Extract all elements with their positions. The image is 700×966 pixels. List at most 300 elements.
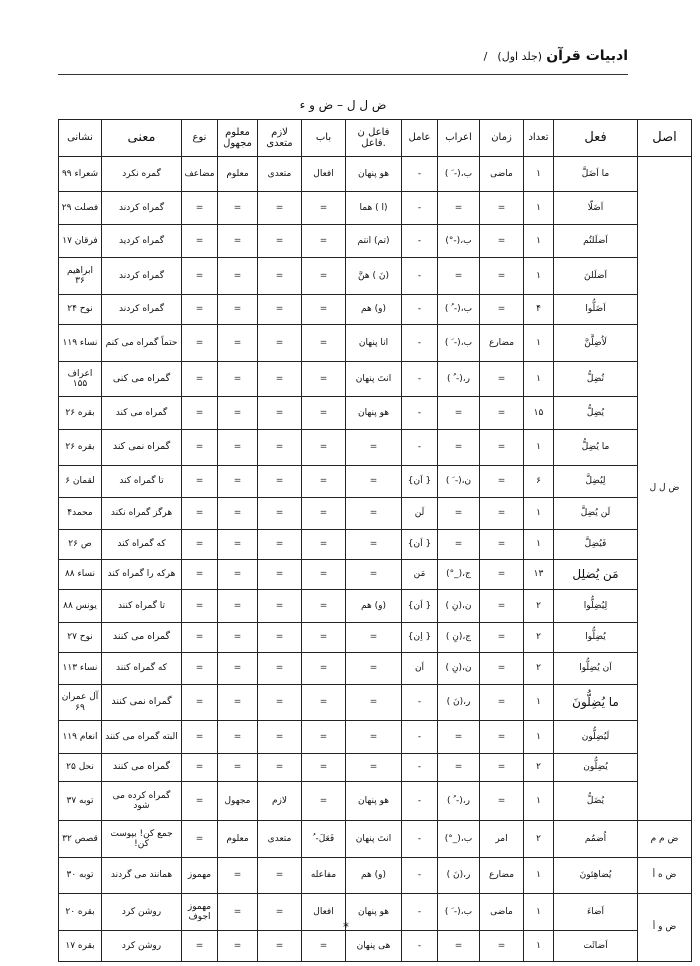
meaning-cell: تا گمراه کنند — [102, 590, 182, 623]
tense-cell: = — [480, 653, 524, 685]
count-cell: ۱ — [524, 858, 554, 894]
table-row — [59, 858, 692, 894]
tense-cell: = — [480, 931, 524, 962]
voice-cell: = — [218, 295, 258, 325]
subject-cell: هو پنهان — [346, 894, 402, 931]
table-row — [59, 623, 692, 653]
type-cell: = — [182, 623, 218, 653]
type-cell: = — [182, 295, 218, 325]
voice-cell: = — [218, 466, 258, 498]
bab-cell: = — [302, 590, 346, 623]
amil-cell: - — [402, 225, 438, 258]
transitivity-cell: = — [258, 192, 302, 225]
subject-cell: (تم) انتم — [346, 225, 402, 258]
verb-cell: اُضمُم — [554, 821, 638, 858]
tense-cell: = — [480, 560, 524, 590]
amil-cell: - — [402, 430, 438, 466]
meaning-cell: روشن کرد — [102, 931, 182, 962]
verb-cell: تُضِلُّ — [554, 362, 638, 397]
col-root-header: اصل — [638, 120, 692, 157]
reference-cell: بقره ۲۶ — [59, 430, 102, 466]
reference-cell: نوح ۲۷ — [59, 623, 102, 653]
reference-cell: لقمان ۶ — [59, 466, 102, 498]
amil-cell: - — [402, 258, 438, 295]
type-cell: = — [182, 362, 218, 397]
section-title: ض ل ل – ض و ء — [299, 98, 387, 112]
count-cell: ۱ — [524, 325, 554, 362]
table-row — [59, 754, 692, 782]
amil-cell: - — [402, 858, 438, 894]
amil-cell: { اَن} — [402, 530, 438, 560]
table-row — [59, 295, 692, 325]
table-row — [59, 931, 692, 962]
bab-cell: = — [302, 721, 346, 754]
reference-cell: یونس ۸۸ — [59, 590, 102, 623]
irab-cell: = — [438, 530, 480, 560]
root-cell: ض م م — [638, 821, 692, 858]
reference-cell: محمد۴ — [59, 498, 102, 530]
verb-cell: ما يُضِلُّونَ — [554, 685, 638, 721]
bab-cell: = — [302, 653, 346, 685]
tense-cell: = — [480, 258, 524, 295]
reference-cell: ص ۲۶ — [59, 530, 102, 560]
tense-cell: = — [480, 685, 524, 721]
amil-cell: - — [402, 685, 438, 721]
tense-cell: = — [480, 430, 524, 466]
count-cell: ۱ — [524, 157, 554, 192]
verb-table — [58, 119, 692, 962]
reference-cell: نساء ۱۱۳ — [59, 653, 102, 685]
verb-cell: يُضَلُّ — [554, 782, 638, 821]
reference-cell: قصص ۳۲ — [59, 821, 102, 858]
verb-cell: يُضاهِئونَ — [554, 858, 638, 894]
table-row — [59, 466, 692, 498]
table-header-row — [59, 120, 692, 157]
subject-cell: = — [346, 653, 402, 685]
reference-cell: بقره ۲۰ — [59, 894, 102, 931]
type-cell: = — [182, 685, 218, 721]
amil-cell: { اَن} — [402, 466, 438, 498]
type-cell: = — [182, 466, 218, 498]
bab-cell: = — [302, 225, 346, 258]
verb-cell: لَن يُضِلَّ — [554, 498, 638, 530]
meaning-cell: حتماً گمراه می کنم — [102, 325, 182, 362]
subject-cell: = — [346, 430, 402, 466]
table-body — [59, 157, 692, 962]
voice-cell: = — [218, 498, 258, 530]
reference-cell: فصلت ۲۹ — [59, 192, 102, 225]
verb-cell: اَن يُضِلُّوا — [554, 653, 638, 685]
subject-cell: هو پنهان — [346, 397, 402, 430]
table-row — [59, 498, 692, 530]
reference-cell: نساء ۱۱۹ — [59, 325, 102, 362]
irab-cell: = — [438, 397, 480, 430]
col-meaning-header: معنی — [102, 120, 182, 157]
col-subject-header: فاعل ن .فاعل — [346, 120, 402, 157]
bab-cell: افعال — [302, 157, 346, 192]
subject-cell: = — [346, 623, 402, 653]
amil-cell: - — [402, 754, 438, 782]
count-cell: ۱ — [524, 192, 554, 225]
bab-cell: = — [302, 931, 346, 962]
irab-cell: = — [438, 430, 480, 466]
count-cell: ۲ — [524, 653, 554, 685]
transitivity-cell: = — [258, 685, 302, 721]
voice-cell: = — [218, 325, 258, 362]
subject-cell: = — [346, 530, 402, 560]
voice-cell: معلوم — [218, 157, 258, 192]
subject-cell: (ا ) هما — [346, 192, 402, 225]
subject-cell: = — [346, 466, 402, 498]
col-reference-header: نشانی — [59, 120, 102, 157]
amil-cell: مَن — [402, 560, 438, 590]
meaning-cell: گمراه می کنند — [102, 754, 182, 782]
table-row — [59, 157, 692, 192]
transitivity-cell: = — [258, 754, 302, 782]
table-row — [59, 894, 692, 931]
bab-cell: = — [302, 258, 346, 295]
root-cell: ض ه أ — [638, 858, 692, 894]
irab-cell: ج،(_°) — [438, 560, 480, 590]
amil-cell: - — [402, 931, 438, 962]
verb-cell: اَضلَلنَ — [554, 258, 638, 295]
verb-cell: اَضلَلتُم — [554, 225, 638, 258]
subject-cell: (نَ ) هنَّ — [346, 258, 402, 295]
table-row — [59, 362, 692, 397]
irab-cell: = — [438, 721, 480, 754]
voice-cell: = — [218, 397, 258, 430]
type-cell: مهموز — [182, 858, 218, 894]
verb-cell: اَضاءَ — [554, 894, 638, 931]
transitivity-cell: = — [258, 325, 302, 362]
amil-cell: - — [402, 325, 438, 362]
meaning-cell: گمراه نمی کنند — [102, 685, 182, 721]
subject-cell: هو پنهان — [346, 157, 402, 192]
subject-cell: انا پنهان — [346, 325, 402, 362]
page-header — [58, 48, 628, 64]
header-rule — [58, 74, 628, 75]
tense-cell: امر — [480, 821, 524, 858]
reference-cell: انعام ۱۱۹ — [59, 721, 102, 754]
table-row — [59, 721, 692, 754]
table-row — [59, 258, 692, 295]
count-cell: ۱ — [524, 362, 554, 397]
type-cell: = — [182, 397, 218, 430]
type-cell: = — [182, 225, 218, 258]
tense-cell: = — [480, 295, 524, 325]
type-cell: = — [182, 192, 218, 225]
amil-cell: { اَن} — [402, 590, 438, 623]
tense-cell: = — [480, 721, 524, 754]
count-cell: ۲ — [524, 754, 554, 782]
col-transitivity-header: لازم متعدی — [258, 120, 302, 157]
table-row — [59, 560, 692, 590]
meaning-cell: گمراه کردید — [102, 225, 182, 258]
subject-cell: هو پنهان — [346, 782, 402, 821]
transitivity-cell: = — [258, 530, 302, 560]
col-bab-header: باب — [302, 120, 346, 157]
table-row — [59, 325, 692, 362]
transitivity-cell: = — [258, 362, 302, 397]
amil-cell: { اِن} — [402, 623, 438, 653]
voice-cell: = — [218, 192, 258, 225]
type-cell: = — [182, 931, 218, 962]
transitivity-cell: متعدی — [258, 821, 302, 858]
meaning-cell: گمراه کردند — [102, 192, 182, 225]
irab-cell: ر،(نَ ) — [438, 858, 480, 894]
table-row — [59, 192, 692, 225]
count-cell: ۱ — [524, 498, 554, 530]
reference-cell: نوح ۲۴ — [59, 295, 102, 325]
col-count-header: تعداد — [524, 120, 554, 157]
verb-cell: يُضِلُّ — [554, 397, 638, 430]
bab-cell: مفاعله — [302, 858, 346, 894]
voice-cell: = — [218, 362, 258, 397]
irab-cell: ر،(- ُ ) — [438, 362, 480, 397]
reference-cell: توبه ۳۰ — [59, 858, 102, 894]
voice-cell: = — [218, 685, 258, 721]
subject-cell: (و) هم — [346, 858, 402, 894]
verb-cell: فَيُضِلَّ — [554, 530, 638, 560]
root-cell: ض و أ — [638, 894, 692, 962]
book-title: ادبیات قرآن — [546, 48, 628, 64]
subject-cell: = — [346, 685, 402, 721]
bab-cell: = — [302, 325, 346, 362]
verb-cell: لِيُضِلَّ — [554, 466, 638, 498]
verb-cell: اَضائَت — [554, 931, 638, 962]
count-cell: ۴ — [524, 295, 554, 325]
voice-cell: = — [218, 623, 258, 653]
tense-cell: مضارع — [480, 325, 524, 362]
reference-cell: فرقان ۱۷ — [59, 225, 102, 258]
reference-cell: بقره ۲۶ — [59, 397, 102, 430]
meaning-cell: گمراه کردند — [102, 258, 182, 295]
voice-cell: مجهول — [218, 782, 258, 821]
count-cell: ۲ — [524, 623, 554, 653]
amil-cell: اَن — [402, 653, 438, 685]
transitivity-cell: = — [258, 295, 302, 325]
tense-cell: ماضی — [480, 157, 524, 192]
irab-cell: = — [438, 754, 480, 782]
voice-cell: = — [218, 858, 258, 894]
col-tense-header: زمان — [480, 120, 524, 157]
type-cell: = — [182, 530, 218, 560]
subject-cell: (و) هم — [346, 590, 402, 623]
amil-cell: - — [402, 295, 438, 325]
tense-cell: ماضی — [480, 894, 524, 931]
meaning-cell: که گمراه کنند — [102, 653, 182, 685]
voice-cell: = — [218, 721, 258, 754]
bab-cell: = — [302, 530, 346, 560]
reference-cell: نحل ۲۵ — [59, 754, 102, 782]
col-type-header: نوع — [182, 120, 218, 157]
transitivity-cell: = — [258, 894, 302, 931]
type-cell: مهموز اجوف — [182, 894, 218, 931]
table-row — [59, 397, 692, 430]
meaning-cell: گمراه می کنی — [102, 362, 182, 397]
irab-cell: ب،(-°) — [438, 225, 480, 258]
verb-cell: ما اَضَلَّ — [554, 157, 638, 192]
voice-cell: = — [218, 590, 258, 623]
meaning-cell: روشن کرد — [102, 894, 182, 931]
tense-cell: = — [480, 225, 524, 258]
type-cell: = — [182, 498, 218, 530]
tense-cell: = — [480, 590, 524, 623]
transitivity-cell: = — [258, 623, 302, 653]
tense-cell: = — [480, 530, 524, 560]
table-row — [59, 685, 692, 721]
meaning-cell: گمراه کردند — [102, 295, 182, 325]
verb-cell: لَاُضِلَّنَّ — [554, 325, 638, 362]
bab-cell: = — [302, 397, 346, 430]
verb-cell: يُضِلُّوا — [554, 623, 638, 653]
transitivity-cell: = — [258, 430, 302, 466]
type-cell: = — [182, 325, 218, 362]
irab-cell: ب،(_°) — [438, 821, 480, 858]
meaning-cell: گمراه کرده می شود — [102, 782, 182, 821]
transitivity-cell: = — [258, 466, 302, 498]
subject-cell: انتَ پنهان — [346, 821, 402, 858]
col-amil-header: عامل — [402, 120, 438, 157]
tense-cell: مضارع — [480, 858, 524, 894]
bab-cell: افعال — [302, 894, 346, 931]
reference-cell: شعراء ۹۹ — [59, 157, 102, 192]
count-cell: ۱ — [524, 685, 554, 721]
verb-cell: لَيُضِلُّون — [554, 721, 638, 754]
tense-cell: = — [480, 362, 524, 397]
voice-cell: = — [218, 530, 258, 560]
count-cell: ۲ — [524, 821, 554, 858]
transitivity-cell: = — [258, 721, 302, 754]
meaning-cell: تا گمراه کند — [102, 466, 182, 498]
bab-cell: = — [302, 430, 346, 466]
verb-cell: لِيُضِلُّوا — [554, 590, 638, 623]
subject-cell: = — [346, 560, 402, 590]
type-cell: = — [182, 721, 218, 754]
transitivity-cell: لازم — [258, 782, 302, 821]
count-cell: ۱۳ — [524, 560, 554, 590]
bab-cell: = — [302, 754, 346, 782]
transitivity-cell: = — [258, 225, 302, 258]
amil-cell: - — [402, 782, 438, 821]
type-cell: = — [182, 754, 218, 782]
count-cell: ۲ — [524, 590, 554, 623]
meaning-cell: جمع کن! بپوست کن! — [102, 821, 182, 858]
reference-cell: بقره ۱۷ — [59, 931, 102, 962]
bab-cell: = — [302, 685, 346, 721]
count-cell: ۱ — [524, 894, 554, 931]
tense-cell: = — [480, 623, 524, 653]
verb-cell: اَضَلّا — [554, 192, 638, 225]
irab-cell: ج،(نِ ) — [438, 623, 480, 653]
count-cell: ۱ — [524, 225, 554, 258]
type-cell: = — [182, 560, 218, 590]
irab-cell: ن،(نِ ) — [438, 653, 480, 685]
irab-cell: ر،(نَ ) — [438, 685, 480, 721]
amil-cell: - — [402, 192, 438, 225]
subject-cell: انتَ پنهان — [346, 362, 402, 397]
count-cell: ۱۵ — [524, 397, 554, 430]
transitivity-cell: = — [258, 653, 302, 685]
transitivity-cell: = — [258, 931, 302, 962]
type-cell: = — [182, 653, 218, 685]
meaning-cell: گمراه می کنند — [102, 623, 182, 653]
volume-label: (جلد اول) — [497, 50, 543, 63]
bab-cell: = — [302, 192, 346, 225]
meaning-cell: که گمراه کند — [102, 530, 182, 560]
subject-cell: = — [346, 498, 402, 530]
voice-cell: = — [218, 931, 258, 962]
voice-cell: = — [218, 560, 258, 590]
meaning-cell: البته گمراه می کنند — [102, 721, 182, 754]
table-row — [59, 430, 692, 466]
transitivity-cell: = — [258, 590, 302, 623]
irab-cell: = — [438, 931, 480, 962]
irab-cell: ب،(- َ ) — [438, 157, 480, 192]
meaning-cell: گمراه نمی کند — [102, 430, 182, 466]
table-row — [59, 590, 692, 623]
count-cell: ۱ — [524, 258, 554, 295]
tense-cell: = — [480, 466, 524, 498]
bab-cell: فَعَلَ- ُ — [302, 821, 346, 858]
amil-cell: - — [402, 821, 438, 858]
bab-cell: = — [302, 623, 346, 653]
reference-cell: نساء ۸۸ — [59, 560, 102, 590]
irab-cell: = — [438, 498, 480, 530]
count-cell: ۱ — [524, 782, 554, 821]
table-row — [59, 225, 692, 258]
count-cell: ۱ — [524, 931, 554, 962]
voice-cell: = — [218, 653, 258, 685]
reference-cell: آل عمران ۶۹ — [59, 685, 102, 721]
bab-cell: = — [302, 498, 346, 530]
verb-cell: اَضَلُّوا — [554, 295, 638, 325]
transitivity-cell: = — [258, 498, 302, 530]
type-cell: = — [182, 258, 218, 295]
verb-cell: مَن يُضلِل — [554, 560, 638, 590]
count-cell: ۱ — [524, 430, 554, 466]
bab-cell: = — [302, 782, 346, 821]
subject-cell: = — [346, 754, 402, 782]
verb-cell: ما يُضِلُّ — [554, 430, 638, 466]
type-cell: = — [182, 782, 218, 821]
meaning-cell: همانند می گردند — [102, 858, 182, 894]
count-cell: ۱ — [524, 721, 554, 754]
footer-mark: * — [343, 920, 349, 934]
tense-cell: = — [480, 754, 524, 782]
transitivity-cell: = — [258, 397, 302, 430]
root-cell: ض ل ل — [638, 157, 692, 821]
irab-cell: ب،(- ُ ) — [438, 295, 480, 325]
table-row — [59, 530, 692, 560]
tense-cell: = — [480, 498, 524, 530]
table-row — [59, 821, 692, 858]
bab-cell: = — [302, 560, 346, 590]
irab-cell: ر،(- ُ ) — [438, 782, 480, 821]
amil-cell: - — [402, 894, 438, 931]
bab-cell: = — [302, 362, 346, 397]
meaning-cell: هرگز گمراه نکند — [102, 498, 182, 530]
voice-cell: = — [218, 430, 258, 466]
voice-cell: = — [218, 258, 258, 295]
type-cell: = — [182, 430, 218, 466]
transitivity-cell: = — [258, 258, 302, 295]
irab-cell: ب،(- َ ) — [438, 325, 480, 362]
tense-cell: = — [480, 397, 524, 430]
page-separator: / — [483, 50, 488, 63]
amil-cell: - — [402, 362, 438, 397]
meaning-cell: گمره نکرد — [102, 157, 182, 192]
